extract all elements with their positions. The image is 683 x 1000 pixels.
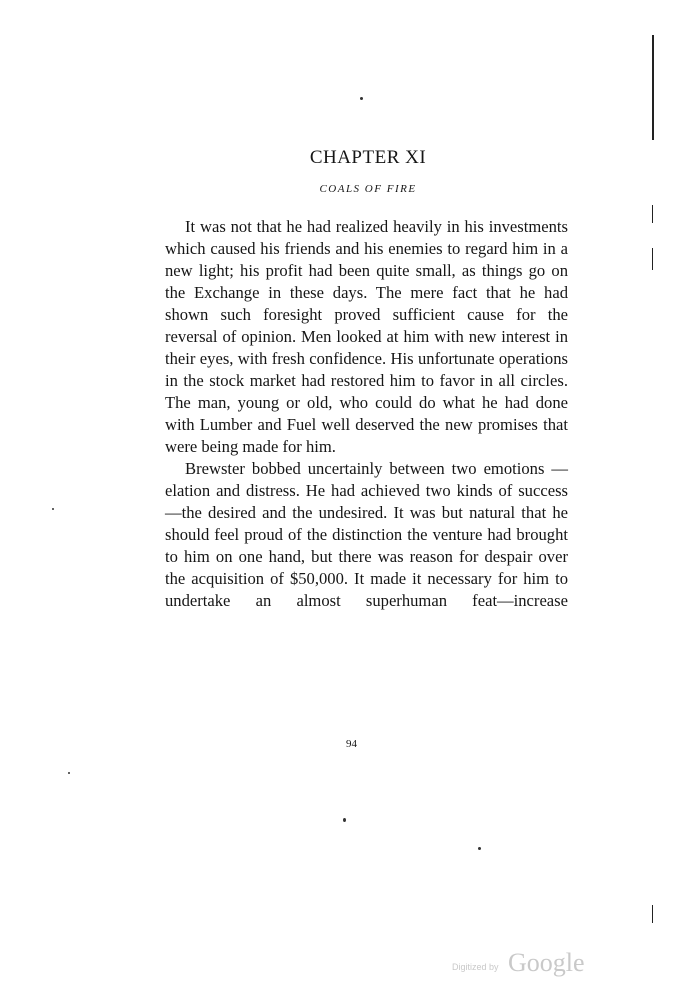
scan-speck	[478, 847, 481, 850]
scan-edge-line-mid	[652, 205, 653, 223]
scan-edge-line-top	[652, 35, 654, 140]
google-watermark	[452, 950, 602, 980]
body-text	[165, 216, 568, 612]
scan-edge-line-bottom	[652, 905, 653, 923]
scan-edge-line-mid2	[652, 248, 653, 270]
paragraph-1: It was not that he had realized heavily in his investments which caused his friends and his enemies to regard him in a new light; his profit had been quite small, as things go on the Exchange in these days. The mere fact that he had shown such foresight proved sufficient cause for the reversal of opinion. Men looked at him with new interest in their eyes, with fresh confidence. His unfortunate operations in the stock market had restored him to favor in all circles. The man, young or old, who could do what he had done with Lumber and Fuel well deserved the new promises that were being made for him.	[165, 217, 568, 456]
page-number: 94	[346, 738, 357, 750]
watermark-brand: Google	[508, 948, 585, 977]
chapter-subtitle: COALS OF FIRE	[319, 183, 417, 195]
watermark-prefix: Digitized by	[452, 962, 499, 972]
scan-speck	[52, 508, 54, 510]
scan-speck	[343, 818, 346, 822]
scan-speck	[68, 772, 70, 774]
scan-speck	[360, 97, 363, 100]
chapter-title: CHAPTER XI	[309, 147, 427, 168]
paragraph-2: Brewster bobbed uncertainly between two emotions — elation and distress. He had achieved two kinds of success—the desired and the undesired. It was but natural that he should feel proud of the distinction the venture had brought to him on one hand, but there was reason for despair over the acquisition of $50,000. It made it necessary for him to undertake an almost superhuman feat—increase	[165, 459, 568, 610]
